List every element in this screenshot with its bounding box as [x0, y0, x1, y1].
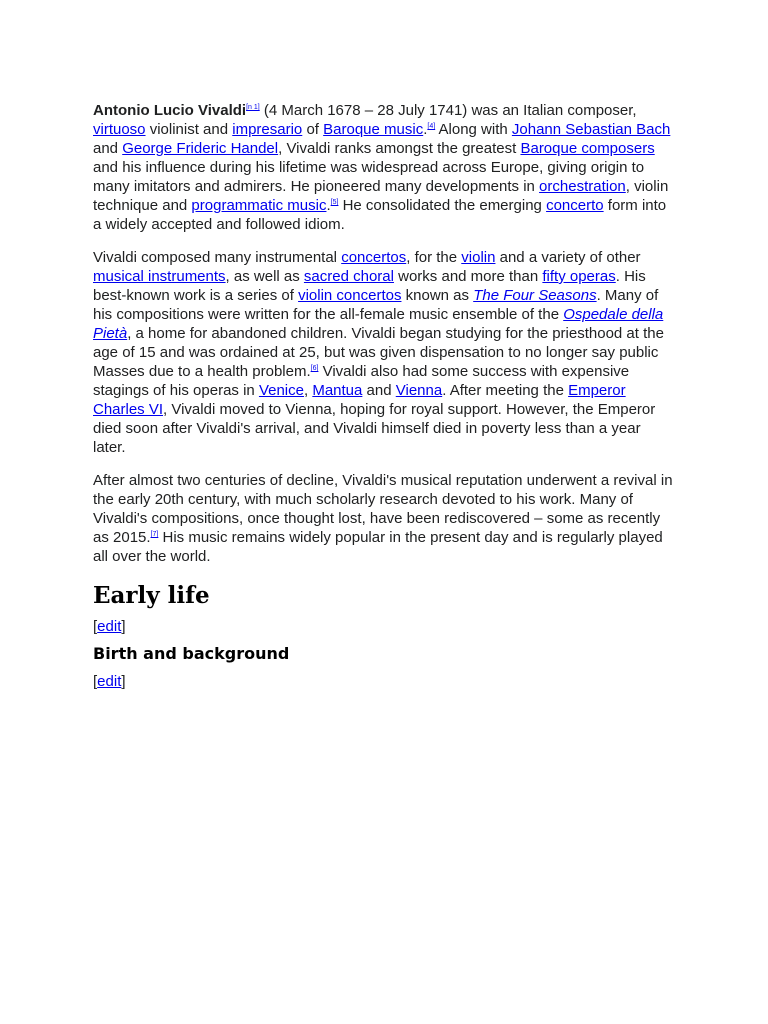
link-concerto[interactable]: concerto: [546, 197, 604, 214]
link-impresario[interactable]: impresario: [232, 121, 303, 138]
link-concertos[interactable]: concertos: [341, 249, 407, 266]
link-virtuoso[interactable]: virtuoso: [93, 121, 146, 138]
link-bach[interactable]: Johann Sebastian Bach: [511, 121, 671, 138]
link-handel[interactable]: George Frideric Handel: [122, 140, 279, 157]
section-heading-birth: Birth and background: [93, 644, 290, 663]
link-emperor-charles[interactable]: Emperor Charles VI: [93, 382, 626, 418]
link-violin[interactable]: violin: [461, 249, 496, 266]
link-fifty-operas[interactable]: fifty operas: [542, 268, 616, 285]
footnote-ref: [427, 123, 435, 130]
footnote-link-5[interactable]: [5]: [330, 199, 339, 206]
link-mantua[interactable]: Mantua: [312, 382, 363, 399]
link-baroque-music[interactable]: Baroque music: [323, 121, 424, 138]
link-ospedale[interactable]: Ospedale della Pietà: [93, 306, 664, 342]
footnote-ref: [246, 104, 260, 111]
edit-link-birth[interactable]: edit: [97, 673, 122, 690]
link-programmatic-music[interactable]: programmatic music: [191, 197, 327, 214]
article-content: [93, 101, 677, 691]
link-violin-concertos[interactable]: violin concertos: [298, 287, 402, 304]
footnote-link-7[interactable]: [7]: [150, 531, 159, 538]
subject-name: Antonio Lucio Vivaldi: [93, 102, 247, 119]
intro-paragraph-1: Antonio Lucio Vivaldi[n 1] (4 March 1678 – 28 July 1741) was an Italian composer, virtuoso violinist and impresario of Baroque music.[4] Along with Johann Sebastian Bach and George Frideric Handel, Vivaldi ranks amongst the greatest Baroque composers and his influence during his lifetime was widespread across Europe, giving origin to many imitators and admirers. He pioneered many developments in orchestration, violin technique and programmatic music.[5] He consolidated the emerging concerto form into a widely accepted and followed idiom.: [93, 102, 671, 233]
footnote-link-4[interactable]: [4]: [427, 123, 436, 130]
section-heading-early-life: Early life: [93, 582, 210, 609]
footnote-link-n1[interactable]: [n 1]: [246, 104, 260, 111]
link-venice[interactable]: Venice: [258, 382, 304, 399]
link-sacred-choral[interactable]: sacred choral: [303, 268, 394, 285]
link-vienna[interactable]: Vienna: [395, 382, 443, 399]
edit-section-birth: [edit]: [93, 673, 126, 690]
edit-section-early-life: [edit]: [93, 618, 126, 635]
link-orchestration[interactable]: orchestration: [539, 178, 626, 195]
link-musical-instruments[interactable]: musical instruments: [93, 268, 226, 285]
footnote-link-6[interactable]: [6]: [310, 365, 319, 372]
link-four-seasons[interactable]: The Four Seasons: [473, 287, 597, 304]
link-baroque-composers[interactable]: Baroque composers: [520, 140, 655, 157]
intro-paragraph-3: After almost two centuries of decline, Vivaldi's musical reputation underwent a revival in the early 20th century, with much scholarly research devoted to his work. Many of Vivaldi's compositions, once thought lost, have been rediscovered – some as recently as 2015.[7] His music remains widely popular in the present day and is regularly played all over the world.: [93, 472, 673, 565]
edit-link-early-life[interactable]: edit: [97, 618, 122, 635]
intro-paragraph-2: Vivaldi composed many instrumental concertos, for the violin and a variety of other musical instruments, as well as sacred choral works and more than fifty operas. His best-known work is a series of violin concertos known as The Four Seasons. Many of his compositions were written for the all-female music ensemble of the Ospedale della Pietà, a home for abandoned children. Vivaldi began studying for the priesthood at the age of 15 and was ordained at 25, but was given dispensation to no longer say public Masses due to a health problem.[6] Vivaldi also had some success with expensive stagings of his operas in Venice, Mantua and Vienna. After meeting the Emperor Charles VI, Vivaldi moved to Vienna, hoping for royal support. However, the Emperor died soon after Vivaldi's arrival, and Vivaldi himself died in poverty less than a year later.: [93, 249, 664, 456]
